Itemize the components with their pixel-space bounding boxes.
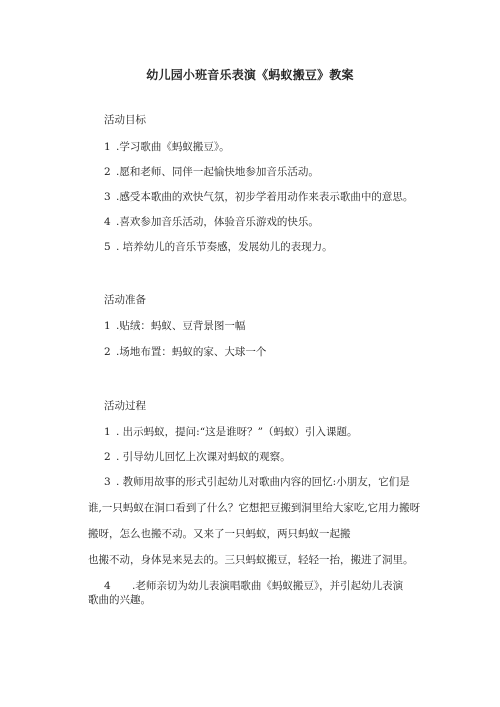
section-heading-process: 活动过程 (104, 400, 146, 412)
goal-item: 4 .喜欢参加音乐活动，体验音乐游戏的快乐。 (104, 216, 319, 228)
preparation-item: 1 .贴绒：蚂蚁、豆背景图一幅 (104, 320, 246, 332)
goal-item: 1 .学习歌曲《蚂蚁搬豆》。 (104, 141, 230, 153)
process-item: 4 .老师亲切为幼儿表演唱歌曲《蚂蚁搬豆》，并引起幼儿表演 (104, 580, 404, 592)
process-text-line: 谁,一只蚂蚁在洞口看到了什么？它想把豆搬到洞里给大家吃,它用力搬呀 (88, 502, 421, 514)
goal-item: 2 .愿和老师、同伴一起愉快地参加音乐活动。 (104, 166, 319, 178)
process-text-line: 歌曲的兴趣。 (88, 594, 151, 606)
section-heading-goals: 活动目标 (104, 114, 146, 126)
goal-item: 3 .感受本歌曲的欢快气氛，初步学着用动作来表示歌曲中的意思。 (104, 191, 414, 203)
document-title: 幼儿园小班音乐表演《蚂蚁搬豆》教案 (146, 68, 354, 82)
process-item: 2 . 引导幼儿回忆上次课对蚂蚁的观察。 (104, 451, 291, 463)
goal-item: 5 . 培养幼儿的音乐节奏感，发展幼儿的表现力。 (104, 241, 333, 253)
process-item: 3 . 教师用故事的形式引起幼儿对歌曲内容的回忆:小朋友，它们是 (104, 476, 410, 488)
process-item: 1 . 出示蚂蚁，提问:“这是谁呀？”（蚂蚁）引入课题。 (104, 426, 358, 438)
preparation-item: 2 .场地布置：蚂蚁的家、大球一个 (104, 346, 267, 358)
process-text-line: 搬呀，怎么也搬不动。又来了一只蚂蚁，两只蚂蚁一起搬 (88, 528, 351, 540)
section-heading-preparation: 活动准备 (104, 294, 146, 306)
process-text-line: 也搬不动，身体晃来晃去的。三只蚂蚁搬豆，轻轻一抬，搬进了洞里。 (88, 554, 414, 566)
